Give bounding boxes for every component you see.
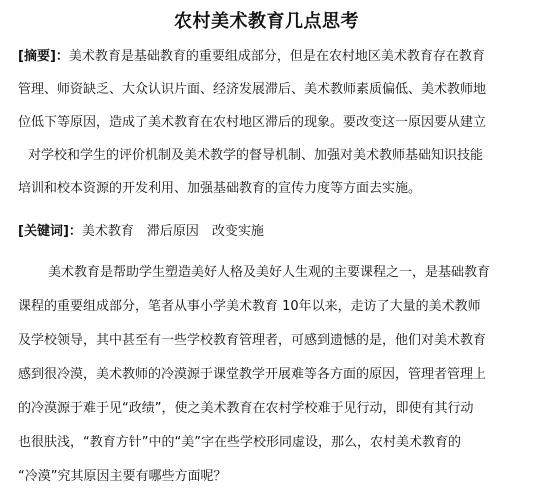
body-line-4: 感到很冷漠，美术教师的冷漠源于课堂教学开展难等各方面的原因，管理者管理上 bbox=[18, 367, 487, 382]
body-line-3: 及学校领导，其中甚至有一些学校教育管理者，可感到遗憾的是，他们对美术教育 bbox=[18, 333, 487, 348]
body-line-2: 课程的重要组成部分，笔者从事小学美术教育 10年以来，走访了大量的美术教师 bbox=[18, 299, 481, 314]
abstract-label: [摘要]： bbox=[18, 49, 69, 64]
keywords-line bbox=[18, 223, 521, 241]
body-line-7: “冷漠”究其原因主要有哪些方面呢？ bbox=[18, 469, 227, 484]
body-line-1: 美术教育是帮助学生塑造美好人格及美好人生观的主要课程之一，是基础教育 bbox=[48, 265, 491, 280]
keywords-label: [关键词]： bbox=[18, 224, 82, 239]
body-line-6: 也很肤浅，“教育方针”中的“美”字在些学校形同虚设，那么，农村美术教育的 bbox=[18, 435, 461, 450]
document-title: 农村美术教育几点思考 bbox=[174, 11, 359, 32]
body-line-5: 的冷漠源于难于见“政绩”，使之美术教育在农村学校难于见行动，即使有其行动 bbox=[18, 401, 474, 416]
abstract-line-1 bbox=[18, 48, 521, 66]
abstract-line-3: 位低下等原因，造成了美术教育在农村地区滞后的现象。要改变这一原因要从建立 bbox=[18, 115, 487, 130]
abstract-line-4: 对学校和学生的评价机制及美术教学的督导机制、加强对美术教师基础知识技能 bbox=[28, 148, 484, 163]
abstract-line-2: 管理、师资缺乏、大众认识片面、经济发展滞后、美术教师素质偏低、美术教师地 bbox=[18, 82, 487, 97]
keywords-text: 美术教育 滞后原因 改变实施 bbox=[81, 224, 264, 239]
abstract-text: 美术教育是基础教育的重要组成部分，但是在农村地区美术教育存在教育 bbox=[68, 49, 485, 64]
abstract-line-5: 培训和校本资源的开发利用、加强基础教育的宣传力度等方面去实施。 bbox=[18, 181, 422, 196]
